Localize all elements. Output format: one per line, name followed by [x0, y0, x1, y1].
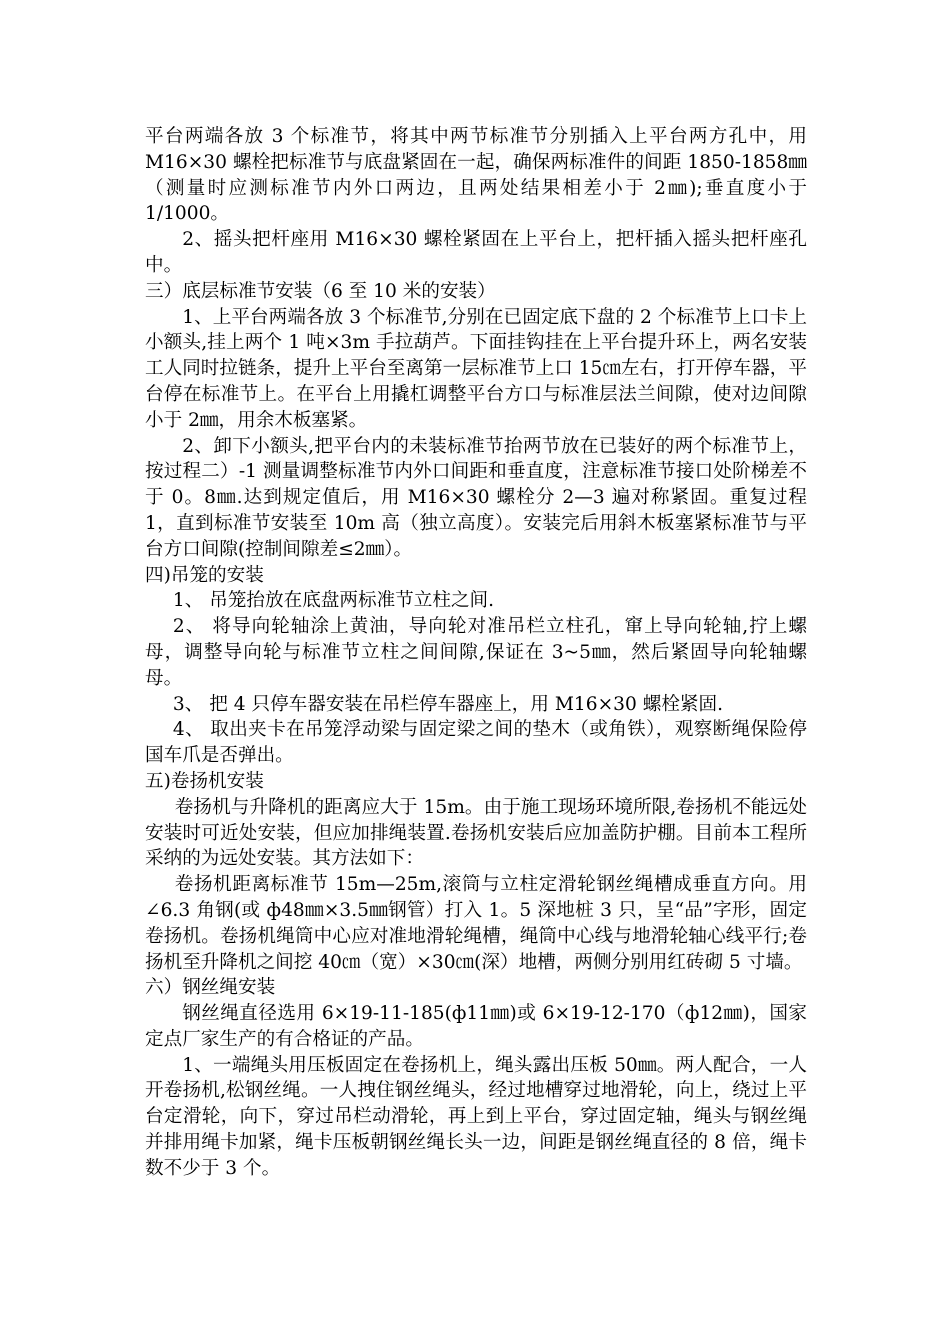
section-heading: 四)吊笼的安装 [145, 564, 264, 586]
paragraph: 2、 将导向轮轴涂上黄油，导向轮对准吊栏立柱孔，窜上导向轮轴,拧上螺母，调整导向轮与标准节立柱之间间隙,保证在 3~5㎜，然后紧固导向轮轴螺母。 [145, 616, 807, 689]
paragraph: 钢丝绳直径选用 6×19-11-185(ф11㎜)或 6×19-12-170（ф12㎜)，国家定点厂家生产的有合格证的产品。 [145, 1003, 807, 1050]
paragraph: 1、一端绳头用压板固定在卷扬机上，绳头露出压板 50㎜。两人配合，一人开卷扬机,松钢丝绳。一人拽住钢丝绳头，经过地槽穿过地滑轮，向上，绕过上平台定滑轮，向下，穿过吊栏动滑轮，再上到上平台，穿过固定轴，绳头与钢丝绳并排用绳卡加紧，绳卡压板朝钢丝绳长头一边，间距是钢丝绳直径的 8 倍，绳卡数不少于 3 个。 [145, 1054, 807, 1179]
paragraph: 1、 吊笼抬放在底盘两标准节立柱之间. [172, 590, 495, 612]
paragraph: 3、 把 4 只停车器安装在吊栏停车器座上，用 M16×30 螺栓紧固. [172, 693, 724, 715]
paragraph: 2、摇头把杆座用 M16×30 螺栓紧固在上平台上，把杆插入摇头把杆座孔中。 [145, 229, 807, 276]
paragraph: 2、卸下小额头,把平台内的未装标准节抬两节放在已装好的两个标准节上，按过程二）-1 测量调整标准节内外口间距和垂直度，注意标准节接口处阶梯差不于 0。8㎜.达到规定值后，用 M16×30 螺栓分 2—3 遍对称紧固。重复过程 1，直到标准节安装至 10m 高（独立高度）。安装完后用斜木板塞紧标准节与平台方口间隙(控制间隙差≤2㎜）。 [145, 435, 807, 560]
section-heading: 三）底层标准节安装（6 至 10 米的安装） [145, 280, 496, 302]
paragraph: 卷扬机与升降机的距离应大于 15m。由于施工现场环境所限,卷扬机不能远处安装时可近处安装，但应加排绳装置.卷扬机安装后应加盖防护棚。目前本工程所采纳的为远处安装。其方法如下： [145, 796, 807, 870]
document-body [145, 124, 807, 1182]
section-heading: 五)卷扬机安装 [145, 770, 264, 792]
paragraph: 4、 取出夹卡在吊笼浮动梁与固定梁之间的垫木（或角铁），观察断绳保险停国车爪是否弹出。 [145, 719, 807, 767]
paragraph: 平台两端各放 3 个标准节，将其中两节标准节分别插入上平台两方孔中，用 M16×30 螺栓把标准节与底盘紧固在一起，确保两标准件的间距 1850-1858㎜（测量时应测标准节内外口两边，且两处结果相差小于 2㎜);垂直度小于 1/1000。 [145, 126, 807, 225]
paragraph: 1、上平台两端各放 3 个标准节,分别在已固定底下盘的 2 个标准节上口卡上小额头,挂上两个 1 吨×3m 手拉葫芦。下面挂钩挂在上平台提升环上，两名安装工人同时拉链条，提升上平台至离第一层标准节上口 15㎝左右，打开停车器，平台停在标准节上。在平台上用撬杠调整平台方口与标准层法兰间隙，使对边间隙小于 2㎜，用余木板塞紧。 [145, 306, 807, 431]
paragraph: 卷扬机距离标准节 15m—25m,滚筒与立柱定滑轮钢丝绳槽成垂直方向。用∠6.3 角钢(或 ф48㎜×3.5㎜钢管）打入 1。5 深地桩 3 只，呈“品”字形，固定卷扬机。卷扬机绳筒中心应对准地滑轮绳槽，绳筒中心线与地滑轮轴心线平行;卷扬机至升降机之间挖 40㎝（宽）×30㎝(深）地槽，两侧分别用红砖砌 5 寸墙。 [145, 874, 807, 973]
section-heading: 六）钢丝绳安装 [145, 977, 276, 999]
